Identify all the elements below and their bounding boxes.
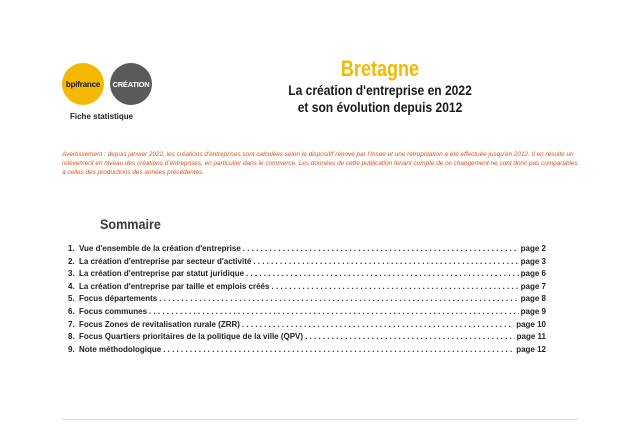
toc-item-8[interactable]: [68, 331, 546, 344]
toc-number: 1.: [68, 244, 75, 253]
table-of-contents: [68, 243, 546, 356]
toc-item-4[interactable]: [68, 281, 546, 294]
toc-page: page 3: [520, 256, 546, 266]
toc-leader: [271, 281, 518, 294]
toc-leader: [159, 293, 518, 306]
toc-page: page 12: [516, 344, 546, 354]
toc-label: La création d'entreprise par secteur d'activité: [79, 256, 252, 266]
toc-item-5[interactable]: [68, 293, 546, 306]
toc-page: page 7: [520, 281, 546, 291]
toc-page: page 11: [516, 332, 546, 342]
toc-label: Focus Zones de revitalisation rurale (ZRR): [79, 319, 240, 329]
toc-number: 3.: [68, 269, 75, 279]
toc-leader: [242, 319, 514, 332]
toc-leader: [243, 243, 519, 256]
toc-item-1[interactable]: [68, 243, 546, 256]
toc-number: 9.: [68, 344, 75, 354]
toc-leader: [163, 344, 514, 357]
toc-page: page 6: [520, 269, 546, 279]
toc-leader: [253, 256, 518, 269]
footer-divider: [62, 419, 578, 420]
bpifrance-logo-text: bpifrance: [65, 79, 101, 89]
toc-label: Vue d'ensemble de la création d'entreprise: [79, 244, 241, 253]
toc-item-7[interactable]: [68, 319, 546, 332]
toc-page: page 9: [520, 306, 546, 316]
toc-item-2[interactable]: [68, 256, 546, 269]
sommaire-heading: Sommaire: [100, 216, 161, 232]
toc-page: page 2: [520, 244, 546, 253]
toc-item-6[interactable]: [68, 306, 546, 319]
toc-label: La création d'entreprise par statut juridique: [79, 269, 245, 279]
logo-group: [62, 63, 152, 105]
toc-number: 7.: [68, 319, 75, 329]
toc-number: 2.: [68, 256, 75, 266]
toc-label: Focus communes: [79, 306, 148, 316]
toc-label: La création d'entreprise par taille et emplois créés: [79, 281, 270, 291]
toc-leader: [305, 331, 515, 344]
warning-notice: Avertissement : depuis janvier 2022, les créations d'entreprises sont calculées selon le dispositif rénové par l'Insee et une rétropolation a été effectuée jusqu'en 2012. Il en résulte un relèvement en niveau des créations d'entreprises, en particulier dans le commerce. Les données de cette publication tenant compte de ce changement ne sont donc pas comparables à celles des productions des années précédentes.: [62, 151, 578, 177]
toc-number: 4.: [68, 281, 75, 291]
toc-number: 6.: [68, 306, 75, 316]
toc-page: page 8: [520, 294, 546, 304]
bpifrance-logo: [62, 63, 104, 105]
toc-item-3[interactable]: [68, 268, 546, 281]
toc-leader: [149, 306, 519, 319]
region-title: Bretagne: [340, 56, 420, 81]
creation-logo: [110, 63, 152, 105]
creation-logo-text: CRÉATION: [112, 79, 150, 89]
toc-page: page 10: [516, 319, 546, 329]
toc-leader: [246, 268, 519, 281]
toc-item-9[interactable]: [68, 344, 546, 357]
subtitle-line-1: La création d'entreprise en 2022: [288, 82, 472, 98]
fiche-label: Fiche statistique: [70, 112, 134, 121]
toc-number: 8.: [68, 332, 75, 342]
toc-label: Focus Quartiers prioritaires de la politique de la ville (QPV): [79, 332, 304, 342]
toc-number: 5.: [68, 294, 75, 304]
subtitle-line-2: et son évolution depuis 2012: [297, 99, 463, 115]
toc-label: Note méthodologique: [79, 344, 162, 354]
toc-label: Focus départements: [79, 294, 158, 304]
title-block: [230, 56, 530, 116]
